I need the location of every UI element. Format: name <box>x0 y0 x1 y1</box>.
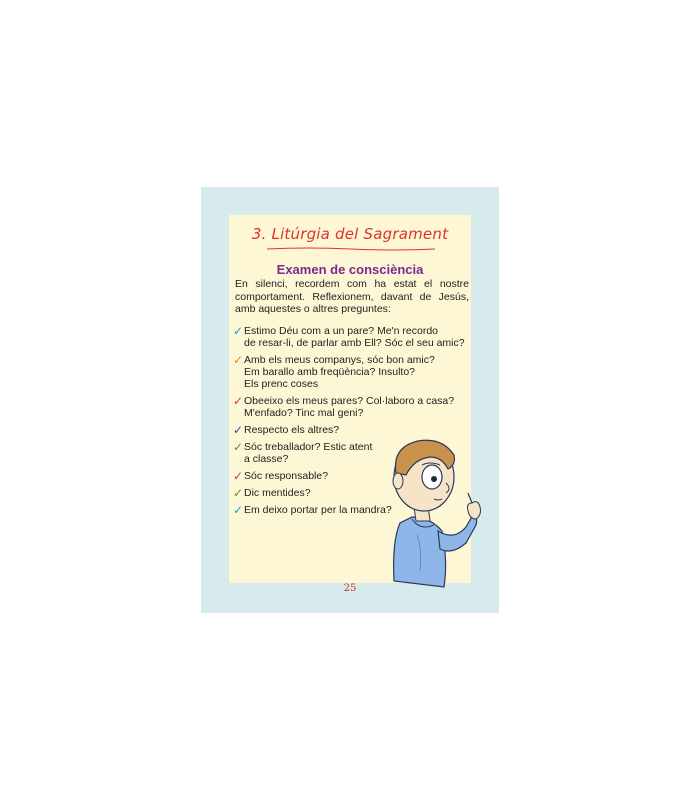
checkmark-icon: ✓ <box>233 423 244 437</box>
list-item <box>233 325 469 349</box>
question-text: Obeeixo els meus pares? Col·laboro a casa? M'enfado? Tinc mal geni? <box>244 395 455 419</box>
list-item <box>233 354 469 390</box>
question-text: Sóc responsable? <box>244 470 329 482</box>
page-title: 3. Litúrgia del Sagrament <box>251 225 449 243</box>
title-underline <box>265 246 437 252</box>
intro-paragraph: En silenci, recordem com ha estat el nostre comportament. Reflexionem, davant de Jesús, amb aquestes o altres preguntes: <box>235 278 469 315</box>
checkmark-icon: ✓ <box>233 503 244 517</box>
question-text: Amb els meus companys, sóc bon amic? Em barallo amb freqüència? Insulto? Els prenc coses <box>244 354 435 390</box>
checkmark-icon: ✓ <box>233 394 244 408</box>
question-text: Estimo Déu com a un pare? Me'n recordo de resar-li, de parlar amb Ell? Sóc el seu amic? <box>244 325 465 349</box>
checkmark-icon: ✓ <box>233 353 244 367</box>
checkmark-icon: ✓ <box>233 324 244 338</box>
page-frame <box>201 187 499 613</box>
thinking-boy-illustration <box>382 431 492 591</box>
page-number: 25 <box>343 583 357 594</box>
question-text: Respecto els altres? <box>244 424 340 436</box>
question-text: Dic mentides? <box>244 487 311 499</box>
question-text: Sóc treballador? Estic atent a classe? <box>244 441 373 465</box>
checkmark-icon: ✓ <box>233 440 244 454</box>
section-subtitle: Examen de consciència <box>276 262 424 277</box>
list-item <box>233 395 469 419</box>
checkmark-icon: ✓ <box>233 486 244 500</box>
checkmark-icon: ✓ <box>233 469 244 483</box>
question-text: Em deixo portar per la mandra? <box>244 504 392 516</box>
